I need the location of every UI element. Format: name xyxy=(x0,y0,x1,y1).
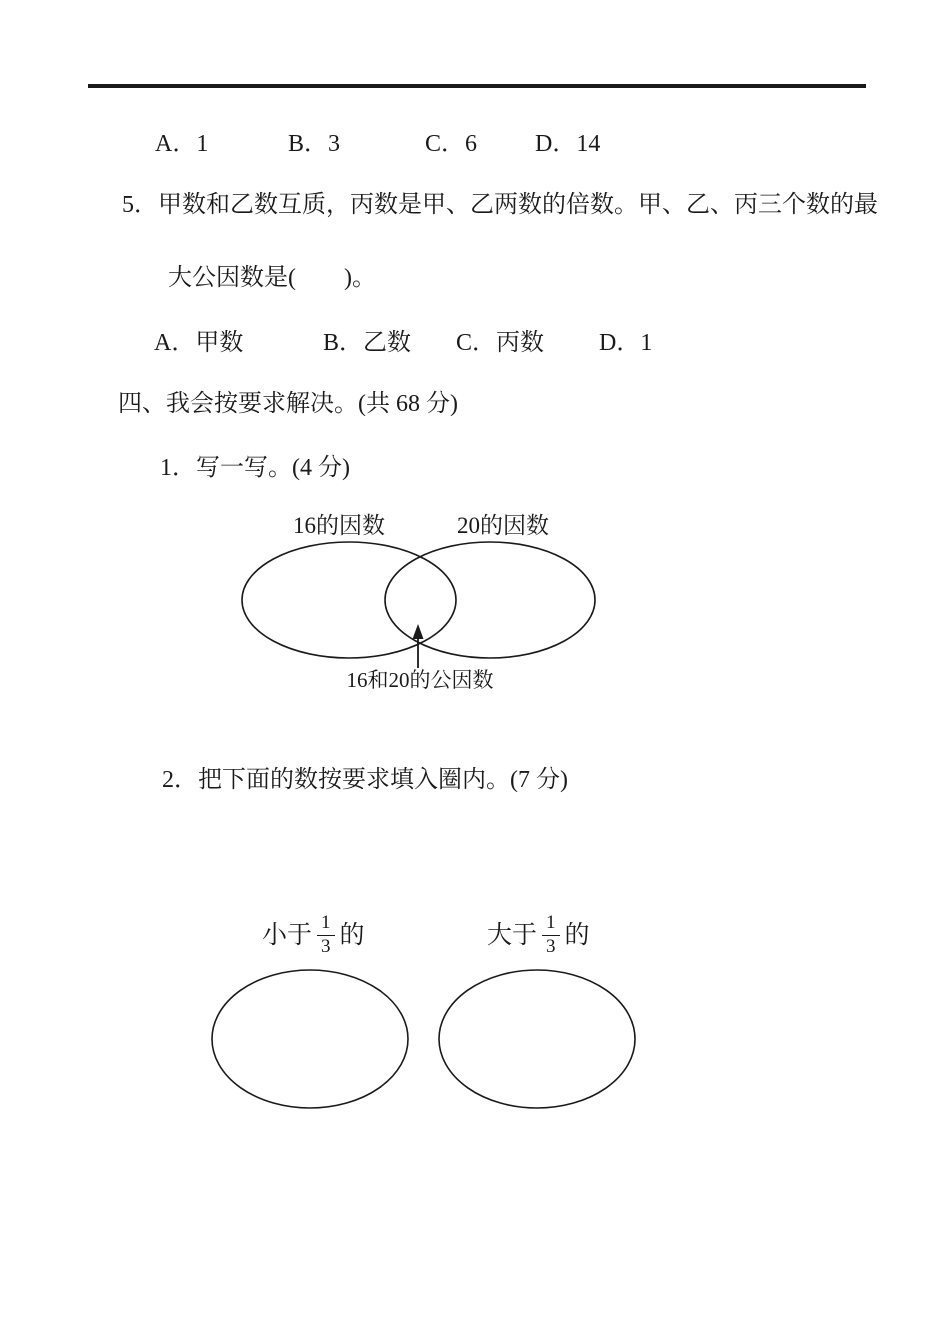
right-circle-suffix: 的 xyxy=(564,921,590,949)
right-circle-prefix: 大于 xyxy=(487,921,538,949)
fraction-numerator: 1 xyxy=(317,913,335,936)
left-circle-prefix: 小于 xyxy=(262,921,313,949)
venn-left-ellipse xyxy=(242,542,456,658)
choice-a: A．1 xyxy=(155,131,209,157)
item2-title: 2．把下面的数按要求填入圈内。(7 分) xyxy=(162,767,568,793)
question5-choice-a: A．甲数 xyxy=(154,330,244,356)
venn-right-set-label: 20的因数 xyxy=(457,513,549,538)
right-circle-label xyxy=(487,913,590,958)
fraction-denominator: 3 xyxy=(546,935,556,957)
left-circle-label xyxy=(262,913,365,958)
venn-diagram xyxy=(230,536,610,676)
venn-intersection-label: 16和20的公因数 xyxy=(346,668,494,692)
fraction-one-third xyxy=(542,913,560,958)
left-circle-suffix: 的 xyxy=(339,921,365,949)
fraction-denominator: 3 xyxy=(321,935,331,957)
fraction-numerator: 1 xyxy=(542,913,560,936)
section4-heading: 四、我会按要求解决。(共 68 分) xyxy=(118,391,458,417)
answer-circles xyxy=(205,965,650,1115)
choice-b: B．3 xyxy=(288,131,341,157)
question5-line2: 大公因数是( )。 xyxy=(168,265,376,291)
venn-arrow-head-icon xyxy=(413,624,424,639)
fraction-one-third xyxy=(317,913,335,958)
venn-right-ellipse xyxy=(385,542,595,658)
left-answer-ellipse xyxy=(212,970,408,1108)
question5-choice-c: C．丙数 xyxy=(456,330,545,356)
question5-choice-d: D．1 xyxy=(599,330,653,356)
choice-c: C．6 xyxy=(425,131,478,157)
question5-line1: 5．甲数和乙数互质，丙数是甲、乙两数的倍数。甲、乙、丙三个数的最 xyxy=(122,192,878,218)
venn-left-set-label: 16的因数 xyxy=(293,513,385,538)
item1-title: 1．写一写。(4 分) xyxy=(160,455,350,481)
right-answer-ellipse xyxy=(439,970,635,1108)
header-rule xyxy=(88,84,866,88)
question5-choice-b: B．乙数 xyxy=(323,330,412,356)
choice-d: D．14 xyxy=(535,131,601,157)
